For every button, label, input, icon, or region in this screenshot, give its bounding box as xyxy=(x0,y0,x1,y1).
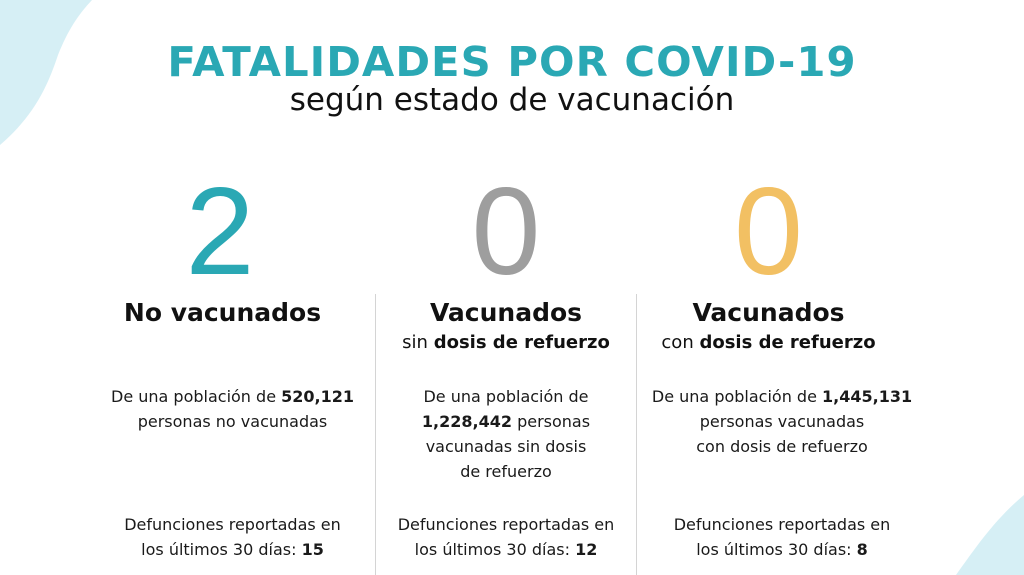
population-value: 1,445,131 xyxy=(822,387,913,406)
population-value: 1,228,442 xyxy=(421,412,512,431)
fatality-count: 2 xyxy=(185,163,255,301)
deaths-value: 12 xyxy=(575,540,598,559)
deaths-text: Defunciones reportadas en los últimos 30 días: 15 xyxy=(124,515,341,559)
fatality-count: 0 xyxy=(734,163,803,301)
deaths-text: Defunciones reportadas en los últimos 30 días: 12 xyxy=(397,515,615,559)
group-heading: Vacunados xyxy=(692,298,845,327)
column-unvaccinated xyxy=(90,0,375,575)
column-vaccinated-booster xyxy=(637,0,937,575)
group-heading: No vacunados xyxy=(123,298,322,327)
population-value: 520,121 xyxy=(281,387,354,406)
fatality-count: 0 xyxy=(471,163,541,301)
deaths-text: Defunciones reportadas en los últimos 30 días: 8 xyxy=(673,515,891,559)
group-subheading: con dosis de refuerzo xyxy=(661,332,876,353)
group-subheading: sin dosis de refuerzo xyxy=(402,332,610,353)
population-text: De una población de 1,228,442 personas vacunadas sin dosis de refuerzo xyxy=(421,387,591,481)
group-heading: Vacunados xyxy=(429,298,583,327)
page-subtitle: según estado de vacunación xyxy=(289,82,735,118)
population-text: De una población de 520,121 personas no vacunadas xyxy=(111,387,354,431)
page-title: FATALIDADES POR COVID-19 xyxy=(167,38,857,86)
population-text: De una población de 1,445,131 personas vacunadas con dosis de refuerzo xyxy=(651,387,913,456)
deaths-value: 8 xyxy=(856,540,868,559)
deaths-value: 15 xyxy=(301,540,324,559)
column-vaccinated-no-booster xyxy=(376,0,636,575)
